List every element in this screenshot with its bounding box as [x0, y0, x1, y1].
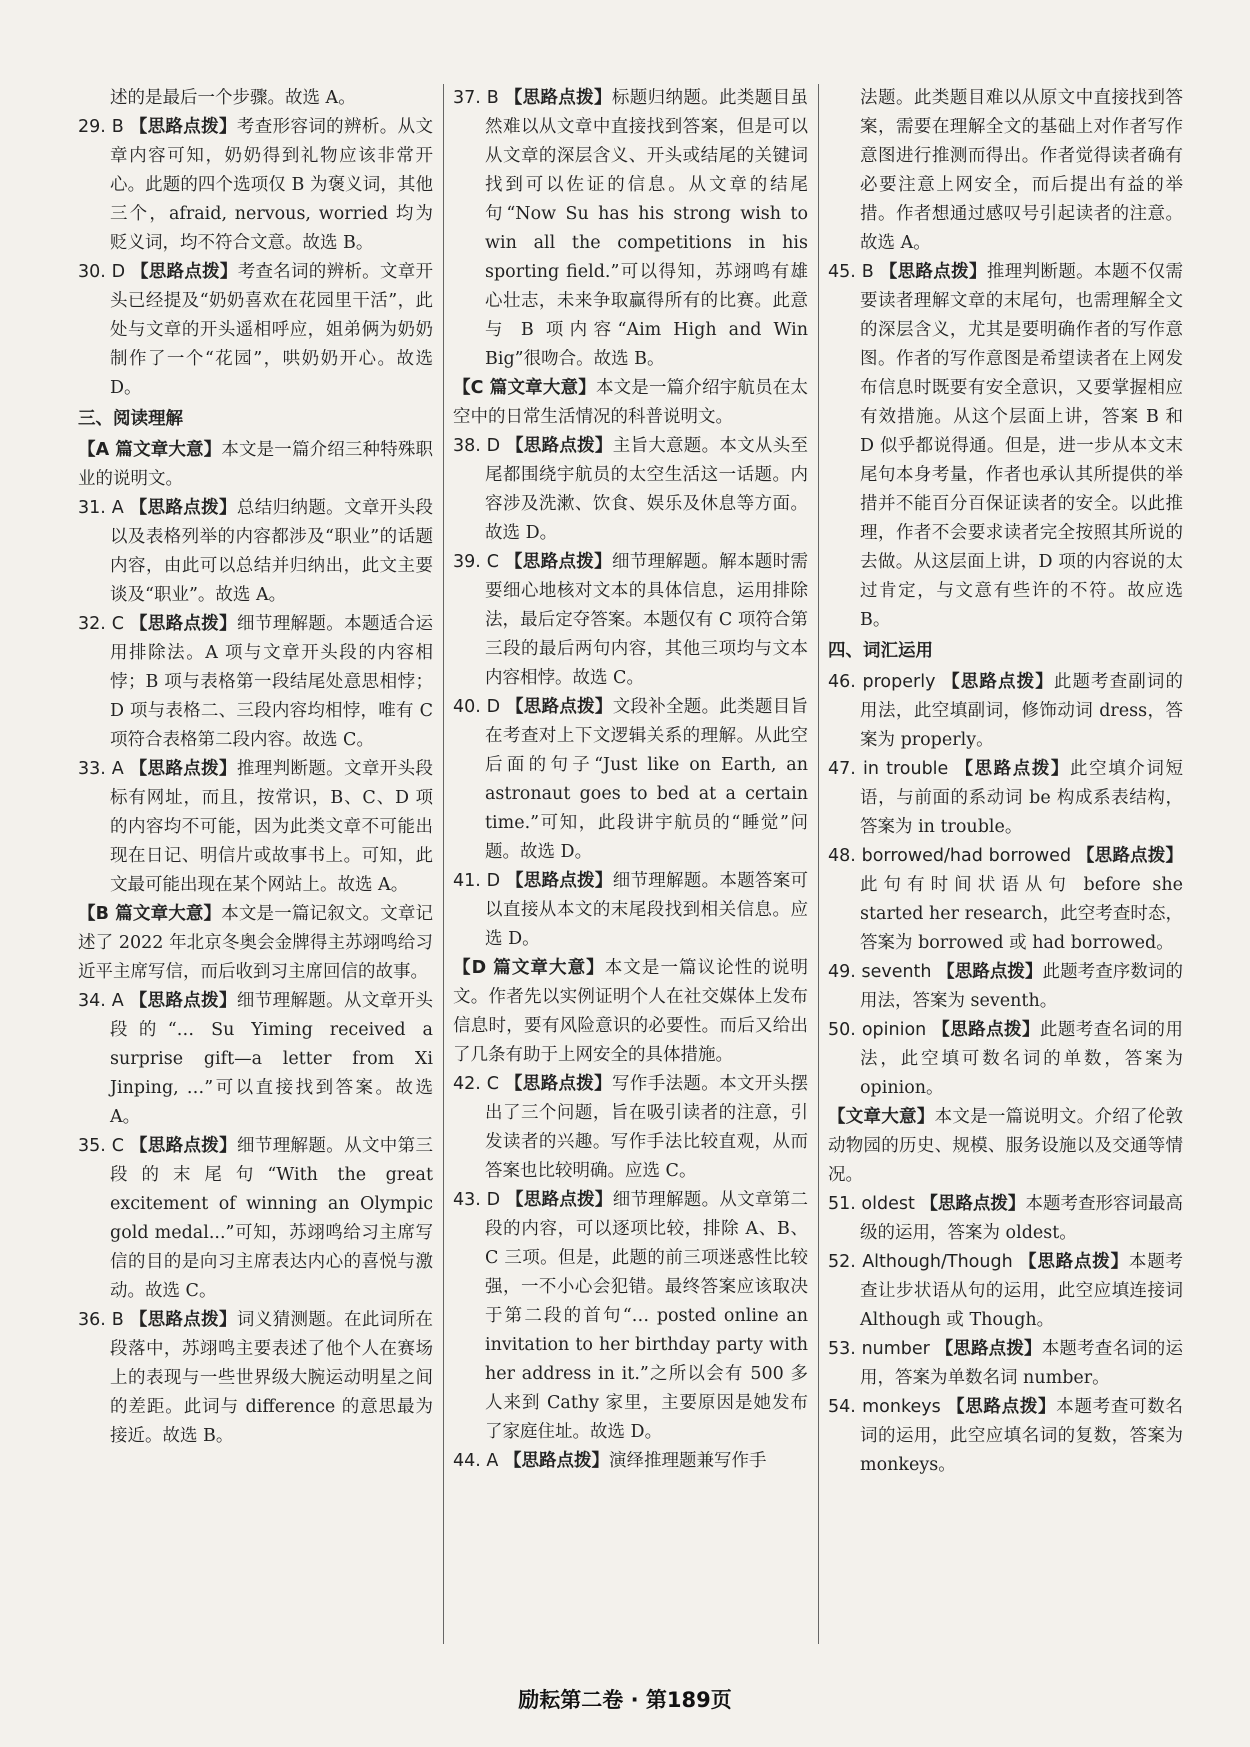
- hint-tag: 【思路点拨】: [131, 262, 238, 282]
- explanation-text: 本题考查名词的运用，答案为单数名词 number。: [860, 1339, 1183, 1388]
- explanation-text: 细节理解题。从文中第三段的末尾句“With the great excitement of winning an Olympic gold medal...”可知，苏翊鸣给习主席写信的目的是向习主席表达内心的喜悦与激动。故选 C。: [110, 1136, 433, 1301]
- explanation-text: 此句有时间状语从句 before she started her research，此空考查时态，答案为 borrowed 或 had borrowed。: [860, 875, 1183, 953]
- hint-tag: 【思路点拨】: [955, 759, 1071, 779]
- hint-tag: 【思路点拨】: [504, 88, 612, 108]
- hint-tag: 【思路点拨】: [129, 1136, 237, 1156]
- summary-text: 本文是一篇介绍三种特殊职业的说明文。: [78, 440, 433, 489]
- answer-number: 36. B: [78, 1310, 124, 1330]
- answer-number: 39. C: [453, 552, 499, 572]
- hint-tag: 【思路点拨】: [129, 759, 237, 779]
- explanation-text: 演绎推理题兼写作手: [608, 1451, 767, 1471]
- hint-tag: 【思路点拨】: [946, 1397, 1057, 1417]
- answer-item: [78, 610, 433, 755]
- explanation-text: 本题考查可数名词的运用，此空应填名词的复数，答案为 monkeys。: [860, 1397, 1183, 1475]
- summary-tag: 【D 篇文章大意】: [453, 958, 605, 978]
- explanation-text: 本题考查让步状语从句的运用，此空应填连接词 Although 或 Though。: [860, 1252, 1183, 1330]
- summary-text: 本文是一篇记叙文。文章记述了 2022 年北京冬奥会金牌得主苏翊鸣给习近平主席写信，而后收到习主席回信的故事。: [78, 904, 433, 982]
- explanation-text: 细节理解题。本题适合运用排除法。A 项与文章开头段的内容相悖；B 项与表格第一段结尾处意思相悖；D 项与表格二、三段内容均相悖，唯有 C 项符合表格第二段内容。故选 C。: [110, 614, 433, 750]
- answer-number: 29. B: [78, 117, 124, 137]
- answer-number: 50. opinion: [828, 1020, 927, 1040]
- answer-number: 31. A: [78, 498, 124, 518]
- answer-number: 45. B: [828, 262, 874, 282]
- answer-number: 51. oldest: [828, 1194, 915, 1214]
- answer-item: [78, 258, 433, 403]
- explanation-text: 此题考查副词的用法，此空填副词，修饰动词 dress，答案为 properly。: [860, 672, 1183, 750]
- answer-item: [453, 693, 808, 867]
- hint-tag: 【思路点拨】: [129, 117, 237, 137]
- explanation-text: 文段补全题。此类题目旨在考查对上下文逻辑关系的理解。从此空后面的句子“Just like on Earth, an astronaut goes to bed at a certain time.”可知，此段讲宇航员的“睡觉”问题。故选 D。: [485, 697, 808, 862]
- answer-item: [828, 958, 1183, 1016]
- hint-tag: 【思路点拨】: [920, 1194, 1026, 1214]
- hint-tag: 【思路点拨】: [129, 991, 237, 1011]
- answer-number: 46. properly: [828, 672, 936, 692]
- hint-tag: 【思路点拨】: [506, 697, 613, 717]
- answer-item: [78, 113, 433, 258]
- answer-number: 41. D: [453, 871, 501, 891]
- hint-tag: 【思路点拨】: [506, 1190, 613, 1210]
- hint-tag: 【思路点拨】: [935, 1339, 1042, 1359]
- hint-tag: 【思路点拨】: [932, 1020, 1040, 1040]
- answer-item: [453, 1186, 808, 1447]
- hint-tag: 【思路点拨】: [129, 614, 237, 634]
- section-heading: 四、词汇运用: [828, 641, 933, 661]
- hint-tag: 【思路点拨】: [942, 672, 1054, 692]
- answer-page: [78, 84, 1183, 1644]
- answer-number: 54. monkeys: [828, 1397, 941, 1417]
- hint-tag: 【思路点拨】: [504, 552, 612, 572]
- column-divider: [818, 84, 819, 1644]
- answer-number: 49. seventh: [828, 962, 932, 982]
- answer-item: [828, 668, 1183, 755]
- answer-number: 48. borrowed/had borrowed: [828, 846, 1072, 866]
- answer-item: [78, 1306, 433, 1451]
- page-footer: 励耘第二卷 · 第189页: [518, 1688, 732, 1712]
- answer-item: [453, 84, 808, 374]
- hint-tag: 【思路点拨】: [129, 1310, 237, 1330]
- answer-item: [828, 755, 1183, 842]
- explanation-text: 细节理解题。从文章第二段的内容，可以逐项比较，排除 A、B、C 三项。但是，此题的前三项迷惑性比较强，一不小心会犯错。最终答案应该取决于第二段的首句“… posted online an invitation to her birthday party with her address in it.”之所以会有 500 多人来到 Cathy 家里，主要原因是她发布了家庭住址。故选 D。: [485, 1190, 808, 1442]
- explanation-text: 推理判断题。文章开头段标有网址，而且，按常识，B、C、D 项的内容均不可能，因为此类文章不可能出现在日记、明信片或故事书上。可知，此文最可能出现在某个网站上。故选 A。: [110, 759, 433, 895]
- hint-tag: 【思路点拨】: [879, 262, 987, 282]
- answer-item: [453, 432, 808, 548]
- explanation-text: 细节理解题。解本题时需要细心地核对文本的具体信息，运用排除法，最后定夺答案。本题仅有 C 项符合第三段的最后两句内容，其他三项均与文本内容相悖。故选 C。: [485, 552, 808, 688]
- summary-tag: 【A 篇文章大意】: [78, 440, 222, 460]
- section-heading: 三、阅读理解: [78, 409, 183, 429]
- answer-item: [828, 842, 1183, 958]
- column-left: [78, 84, 433, 1644]
- answer-number: 38. D: [453, 436, 501, 456]
- hint-tag: 【思路点拨】: [1076, 846, 1183, 866]
- passage-summary: [78, 900, 433, 987]
- answer-item: [78, 1132, 433, 1306]
- continued-text: 法题。此类题目难以从原文中直接找到答案，需要在理解全文的基础上对作者写作意图进行推测而得出。作者觉得读者确有必要注意上网安全，而后提出有益的举措。作者想通过感叹号引起读者的注意。故选 A。: [860, 88, 1183, 253]
- explanation-text: 本题考查形容词最高级的运用，答案为 oldest。: [860, 1194, 1183, 1243]
- answer-item: [78, 755, 433, 900]
- hint-tag: 【思路点拨】: [937, 962, 1043, 982]
- answer-number: 43. D: [453, 1190, 501, 1210]
- answer-item: [828, 1335, 1183, 1393]
- continued-text: 述的是最后一个步骤。故选 A。: [110, 88, 356, 108]
- passage-summary: [453, 374, 808, 432]
- answer-number: 53. number: [828, 1339, 930, 1359]
- column-right: [828, 84, 1183, 1644]
- answer-number: 40. D: [453, 697, 501, 717]
- explanation-text: 总结归纳题。文章开头段以及表格列举的内容都涉及“职业”的话题内容，由此可以总结并归纳出，此文主要谈及“职业”。故选 A。: [110, 498, 433, 605]
- hint-tag: 【思路点拨】: [129, 498, 237, 518]
- passage-summary: [828, 1103, 1183, 1190]
- explanation-text: 细节理解题。本题答案可以直接从本文的末尾段找到相关信息。应选 D。: [485, 871, 808, 949]
- answer-number: 35. C: [78, 1136, 124, 1156]
- explanation-text: 主旨大意题。本文从头至尾都围绕宇航员的太空生活这一话题。内容涉及洗漱、饮食、娱乐及休息等方面。故选 D。: [485, 436, 808, 543]
- hint-tag: 【思路点拨】: [506, 436, 613, 456]
- column-divider: [443, 84, 444, 1644]
- hint-tag: 【思路点拨】: [506, 871, 613, 891]
- explanation-text: 考查名词的辨析。文章开头已经提及“奶奶喜欢在花园里干活”，此处与文章的开头遥相呼应，姐弟俩为奶奶制作了一个“花园”，哄奶奶开心。故选 D。: [110, 262, 433, 398]
- hint-tag: 【思路点拨】: [1019, 1252, 1129, 1272]
- answer-item: [453, 867, 808, 954]
- explanation-text: 词义猜测题。在此词所在段落中，苏翊鸣主要表述了他个人在赛场上的表现与一些世界级大腕运动明星之间的差距。此词与 difference 的意思最为接近。故选 B。: [110, 1310, 433, 1446]
- summary-tag: 【B 篇文章大意】: [78, 904, 222, 924]
- explanation-text: 标题归纳题。此类题目虽然难以从文章中直接找到答案，但是可以从文章的深层含义、开头或结尾的关键词找到可以佐证的信息。从文章的结尾句“Now Su has his strong wish to win all the competitions in his sporting field.”可以得知，苏翊鸣有雄心壮志，未来争取赢得所有的比赛。此意与 B 项内容“Aim High and Win Big”很吻合。故选 B。: [485, 88, 808, 369]
- answer-number: 52. Although/Though: [828, 1252, 1013, 1272]
- answer-number: 32. C: [78, 614, 124, 634]
- answer-item: [828, 1393, 1183, 1480]
- answer-item: [828, 1248, 1183, 1335]
- hint-tag: 【思路点拨】: [503, 1451, 609, 1471]
- passage-summary: [78, 436, 433, 494]
- summary-text: 本文是一篇说明文。介绍了伦敦动物园的历史、规模、服务设施以及交通等情况。: [828, 1107, 1183, 1185]
- explanation-text: 此空填介词短语，与前面的系动词 be 构成系表结构，答案为 in trouble。: [860, 759, 1183, 837]
- explanation-text: 此题考查序数词的用法，答案为 seventh。: [860, 962, 1183, 1011]
- explanation-text: 此题考查名词的用法，此空填可数名词的单数，答案为 opinion。: [860, 1020, 1183, 1098]
- explanation-text: 推理判断题。本题不仅需要读者理解文章的末尾句，也需理解全文的深层含义，尤其是要明确作者的写作意图。作者的写作意图是希望读者在上网发布信息时既要有安全意识，又要掌握相应有效措施。从这个层面上讲，答案 B 和 D 似乎都说得通。但是，进一步从本文末尾句本身考量，作者也承认其所提供的举措并不能百分百保证读者的安全。以此推理，作者不会要求读者完全按照其所说的去做。从这层面上讲，D 项的内容说的太过肯定，与文意有些许的不符。故应选 B。: [860, 262, 1183, 630]
- hint-tag: 【思路点拨】: [504, 1074, 612, 1094]
- answer-item: [828, 1190, 1183, 1248]
- answer-item: [453, 548, 808, 693]
- answer-item: [453, 1447, 808, 1476]
- passage-summary: [453, 954, 808, 1070]
- answer-item: [828, 258, 1183, 635]
- answer-number: 44. A: [453, 1451, 499, 1471]
- answer-item: [78, 494, 433, 610]
- answer-number: 33. A: [78, 759, 124, 779]
- answer-item: [453, 1070, 808, 1186]
- column-middle: [453, 84, 808, 1644]
- explanation-text: 细节理解题。从文章开头段的“… Su Yiming received a surprise gift—a letter from Xi Jinping, …”可以直接找到答案。故选 A。: [110, 991, 433, 1127]
- answer-number: 30. D: [78, 262, 126, 282]
- answer-number: 37. B: [453, 88, 499, 108]
- explanation-text: 写作手法题。本文开头摆出了三个问题，旨在吸引读者的注意，引发读者的兴趣。写作手法比较直观，从而答案也比较明确。应选 C。: [485, 1074, 808, 1181]
- answer-item: [78, 987, 433, 1132]
- explanation-text: 考查形容词的辨析。从文章内容可知，奶奶得到礼物应该非常开心。此题的四个选项仅 B 为褒义词，其他三个，afraid, nervous, worried 均为贬义词，均不符合文意。故选 B。: [110, 117, 433, 253]
- answer-number: 34. A: [78, 991, 124, 1011]
- summary-text: 本文是一篇议论性的说明文。作者先以实例证明个人在社交媒体上发布信息时，要有风险意识的必要性。而后又给出了几条有助于上网安全的具体措施。: [453, 958, 808, 1065]
- summary-text: 本文是一篇介绍宇航员在太空中的日常生活情况的科普说明文。: [453, 378, 808, 427]
- summary-tag: 【C 篇文章大意】: [453, 378, 596, 398]
- answer-item: [828, 1016, 1183, 1103]
- answer-number: 42. C: [453, 1074, 499, 1094]
- answer-number: 47. in trouble: [828, 759, 949, 779]
- summary-tag: 【文章大意】: [828, 1107, 935, 1127]
